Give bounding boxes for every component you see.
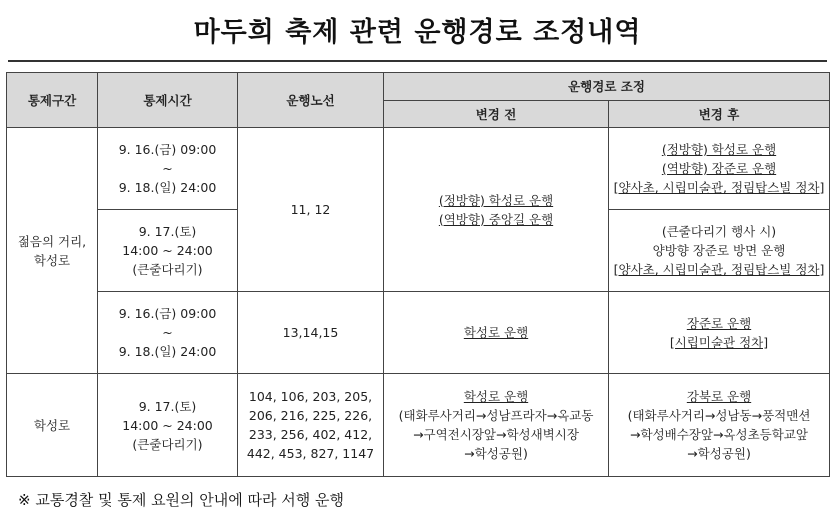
- before-cell: 학성로 운행 (태화루사거리→성남프라자→옥교동 →구역전시장앞→학성새벽시장 →학성공원): [384, 374, 609, 477]
- header-after: 변경 후: [609, 101, 830, 128]
- route-cell: 11, 12: [238, 128, 384, 292]
- header-adjust: 운행경로 조정: [384, 73, 830, 101]
- after-cell: 장준로 운행 [시립미술관 정차]: [609, 292, 830, 374]
- footnote: ※ 교통경찰 및 통제 요원의 안내에 따라 서행 운행: [18, 491, 345, 509]
- time-cell: 9. 17.(토) 14:00 ~ 24:00 (큰줄다리기): [98, 210, 238, 292]
- after-cell: 강북로 운행 (태화루사거리→성남동→풍적맨션 →학성배수장앞→옥성초등학교앞 →학성공원): [609, 374, 830, 477]
- zone-cell: 젊음의 거리, 학성로: [7, 128, 98, 374]
- header-zone: 통제구간: [7, 73, 98, 128]
- time-cell: 9. 16.(금) 09:00 ~ 9. 18.(일) 24:00: [98, 292, 238, 374]
- header-time: 통제시간: [98, 73, 238, 128]
- route-adjustment-table: [6, 72, 830, 477]
- zone-cell: 학성로: [7, 374, 98, 477]
- title-area: [0, 10, 835, 49]
- after-cell: (큰줄다리기 행사 시) 양방향 장준로 방면 운행 [양사초, 시립미술관, 정림탑스빌 정차]: [609, 210, 830, 292]
- route-cell: 13,14,15: [238, 292, 384, 374]
- title-divider: [8, 60, 827, 62]
- time-cell: 9. 17.(토) 14:00 ~ 24:00 (큰줄다리기): [98, 374, 238, 477]
- page-title: 마두희 축제 관련 운행경로 조정내역: [193, 17, 642, 48]
- header-route: 운행노선: [238, 73, 384, 128]
- route-cell: 104, 106, 203, 205, 206, 216, 225, 226, 233, 256, 402, 412, 442, 453, 827, 1147: [238, 374, 384, 477]
- before-cell: (정방향) 학성로 운행 (역방향) 중앙길 운행: [384, 128, 609, 292]
- header-before: 변경 전: [384, 101, 609, 128]
- before-cell: 학성로 운행: [384, 292, 609, 374]
- after-cell: (정방향) 학성로 운행 (역방향) 장준로 운행 [양사초, 시립미술관, 정림탑스빌 정차]: [609, 128, 830, 210]
- time-cell: 9. 16.(금) 09:00 ~ 9. 18.(일) 24:00: [98, 128, 238, 210]
